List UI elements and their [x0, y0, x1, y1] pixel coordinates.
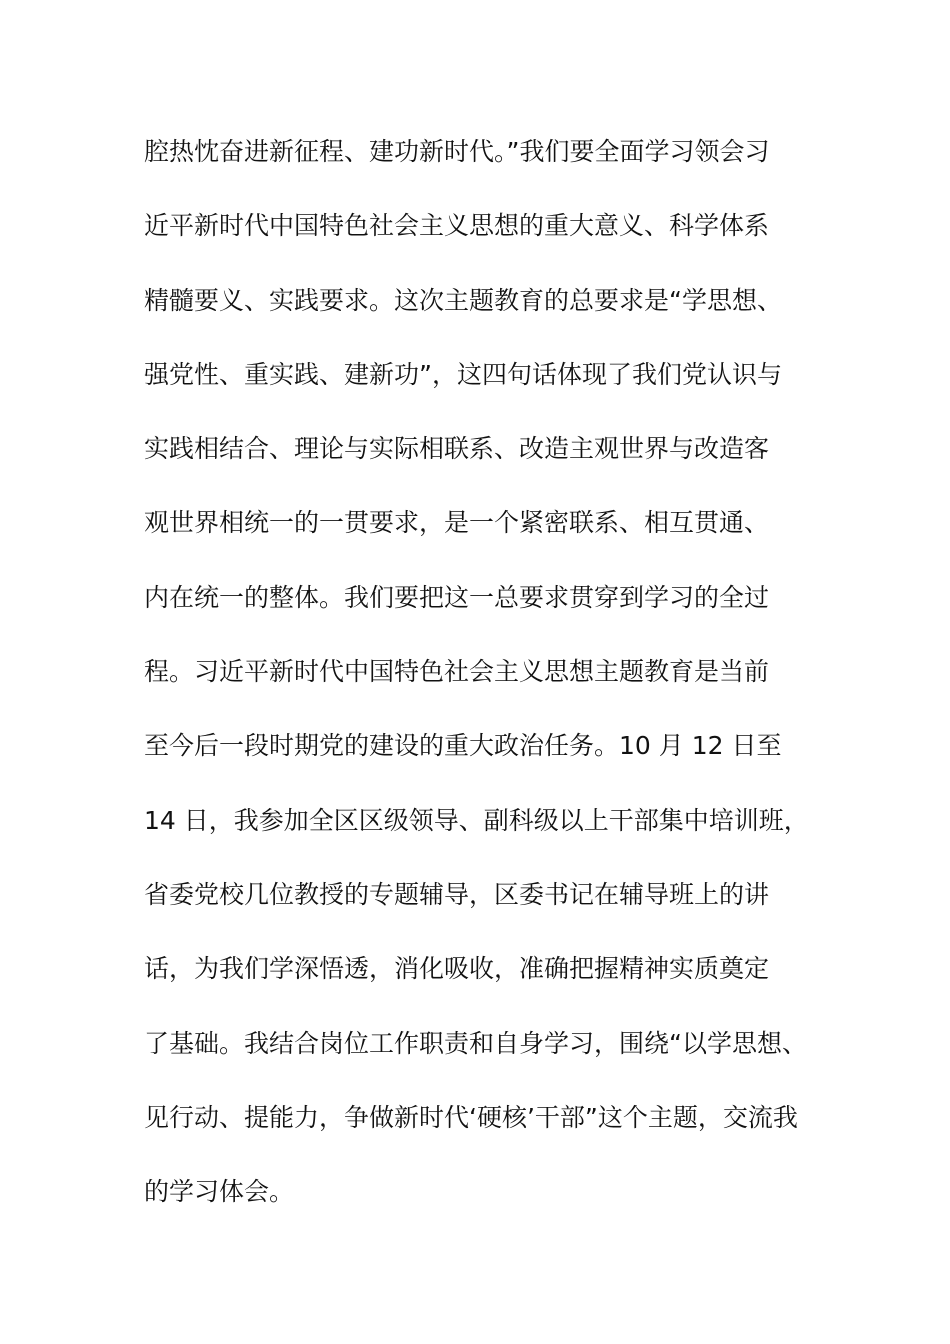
- text-line: 强党性、重实践、建新功”，这四句话体现了我们党认识与: [144, 359, 782, 389]
- text-line: 话，为我们学深悟透，消化吸收，准确把握精神实质奠定: [144, 954, 770, 984]
- text-line: 程。习近平新时代中国特色社会主义思想主题教育是当前: [144, 657, 770, 687]
- text-line: 观世界相统一的一贯要求，是一个紧密联系、相互贯通、: [144, 508, 770, 538]
- body-paragraph: [144, 132, 844, 1246]
- text-line: 近平新时代中国特色社会主义思想的重大意义、科学体系: [144, 211, 770, 241]
- text-line: 见行动、提能力，争做新时代‘硬核’干部”这个主题，交流我: [144, 1102, 798, 1132]
- text-line: 省委党校几位教授的专题辅导，区委书记在辅导班上的讲: [144, 879, 770, 909]
- text-line: 内在统一的整体。我们要把这一总要求贯穿到学习的全过: [144, 582, 770, 612]
- text-line: 的学习体会。: [144, 1177, 295, 1207]
- text-line: 14 日，我参加全区区级领导、副科级以上干部集中培训班，: [144, 805, 809, 835]
- text-line: 精髓要义、实践要求。这次主题教育的总要求是“学思想、: [144, 285, 782, 315]
- text-line: 至今后一段时期党的建设的重大政治任务。10 月 12 日至: [144, 731, 782, 761]
- text-line: 实践相结合、理论与实际相联系、改造主观世界与改造客: [144, 434, 770, 464]
- text-line: 了基础。我结合岗位工作职责和自身学习，围绕“以学思想、: [144, 1028, 807, 1058]
- text-line: 腔热忱奋进新征程、建功新时代。”我们要全面学习领会习: [144, 137, 770, 166]
